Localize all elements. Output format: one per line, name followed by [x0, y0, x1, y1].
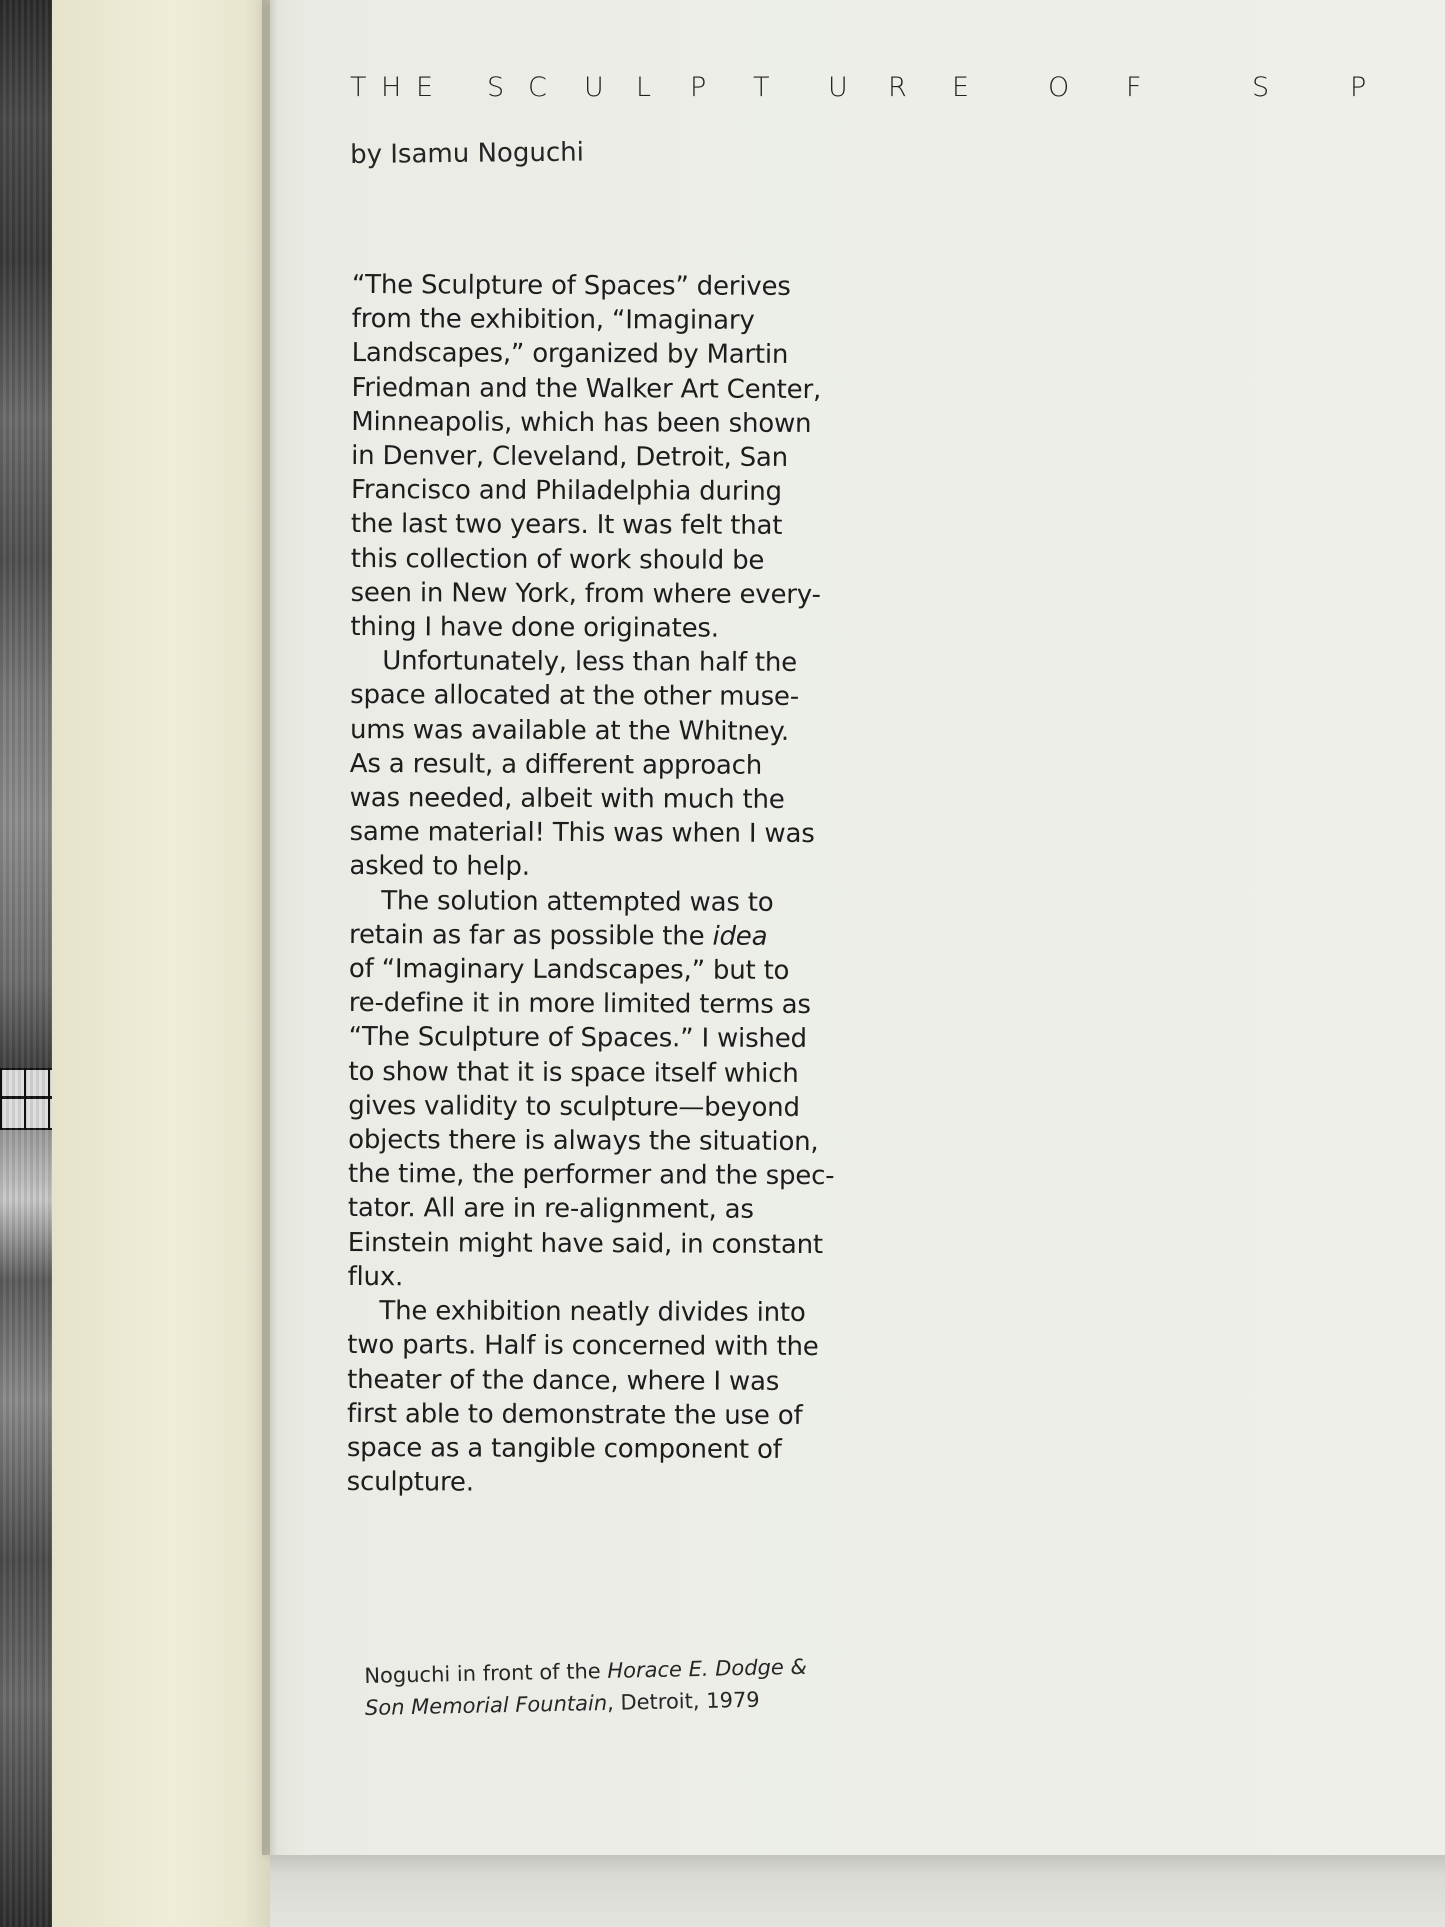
- title-letter: S: [487, 72, 505, 103]
- caption-text: Noguchi in front of the: [364, 1658, 608, 1688]
- text-line: tator. All are in re-alignment, as: [347, 1193, 754, 1226]
- text-line: [349, 918, 869, 954]
- text-line: the time, the performer and the spec-: [347, 1159, 835, 1192]
- text-line: theater of the dance, where I was: [347, 1364, 780, 1397]
- text-line: flux.: [347, 1261, 404, 1293]
- title-letter: L: [636, 72, 652, 103]
- text-line: ums was available at the Whitney.: [349, 714, 790, 747]
- text-line: from the exhibition, “Imaginary: [351, 304, 755, 336]
- photo-caption: [364, 1649, 885, 1724]
- text-line: Francisco and Philadelphia during: [350, 475, 782, 508]
- text-line: The exhibition neatly divides into: [379, 1296, 806, 1329]
- title-letter: C: [528, 72, 547, 103]
- text-line: in Denver, Cleveland, Detroit, San: [351, 441, 789, 473]
- text-line: seen in New York, from where every-: [350, 577, 821, 610]
- text-line: “The Sculpture of Spaces” derives: [351, 269, 791, 302]
- title-letter: E: [952, 72, 970, 103]
- gutter-shadow: [262, 0, 278, 1855]
- text-line: sculpture.: [346, 1467, 474, 1498]
- text-line: re-define it in more limited terms as: [348, 988, 811, 1021]
- text-line: Friedman and the Walker Art Center,: [351, 372, 822, 405]
- text-line: thing I have done originates.: [350, 612, 719, 644]
- paragraph-1: [350, 268, 872, 646]
- title-letter: F: [1126, 72, 1142, 103]
- title-letter: R: [888, 72, 907, 103]
- text-line: “The Sculpture of Spaces.” I wished: [348, 1022, 807, 1055]
- emphasis-idea: idea: [712, 921, 768, 952]
- title-letter: O: [1048, 72, 1070, 103]
- paragraph-2: [349, 644, 870, 886]
- title-letter: E: [416, 72, 434, 103]
- title-letter: P: [690, 72, 707, 103]
- text-line: objects there is always the situation,: [348, 1125, 819, 1158]
- title-letter: T: [753, 72, 770, 103]
- text-line: first able to demonstrate the use of: [346, 1398, 803, 1431]
- text-line: two parts. Half is concerned with the: [347, 1330, 819, 1363]
- caption-italic: Son Memorial Fountain: [364, 1690, 608, 1720]
- text-line: Einstein might have said, in constant: [347, 1227, 824, 1260]
- text-line: As a result, a different approach: [349, 748, 763, 781]
- title-letter: S: [1252, 72, 1270, 103]
- text-line: same material! This was when I was: [349, 817, 815, 850]
- text-line: was needed, albeit with much the: [349, 783, 785, 815]
- table-surface: [270, 1855, 1445, 1927]
- text-line: Minneapolis, which has been shown: [351, 406, 812, 439]
- title-letter: T: [350, 72, 367, 103]
- caption-text: , Detroit, 1979: [606, 1687, 760, 1715]
- title-letter: U: [584, 72, 604, 103]
- text-line: asked to help.: [349, 851, 530, 883]
- article-body: [347, 268, 872, 1502]
- text-line: Unfortunately, less than half the: [382, 646, 798, 679]
- paragraph-3: [348, 884, 870, 1297]
- paragraph-4: [347, 1294, 868, 1501]
- text-line: the last two years. It was felt that: [350, 509, 783, 542]
- text-line: space allocated at the other muse-: [350, 680, 799, 713]
- facing-page-edge: [52, 0, 272, 1927]
- text-line: gives validity to sculpture—beyond: [348, 1090, 800, 1123]
- text-line: space as a tangible component of: [346, 1432, 782, 1465]
- title-letter: H: [381, 72, 402, 103]
- title-letter: U: [828, 72, 848, 103]
- text-line: to show that it is space itself which: [348, 1056, 799, 1089]
- text-run: retain as far as possible the: [349, 919, 713, 952]
- title-letter: P: [1350, 72, 1367, 103]
- byline: by Isamu Noguchi: [350, 137, 585, 170]
- text-line: Landscapes,” organized by Martin: [351, 338, 789, 371]
- text-line: this collection of work should be: [350, 543, 765, 576]
- caption-italic: Horace E. Dodge &: [607, 1654, 808, 1683]
- text-line: The solution attempted was to: [381, 885, 774, 918]
- text-line: of “Imaginary Landscapes,” but to: [348, 954, 790, 986]
